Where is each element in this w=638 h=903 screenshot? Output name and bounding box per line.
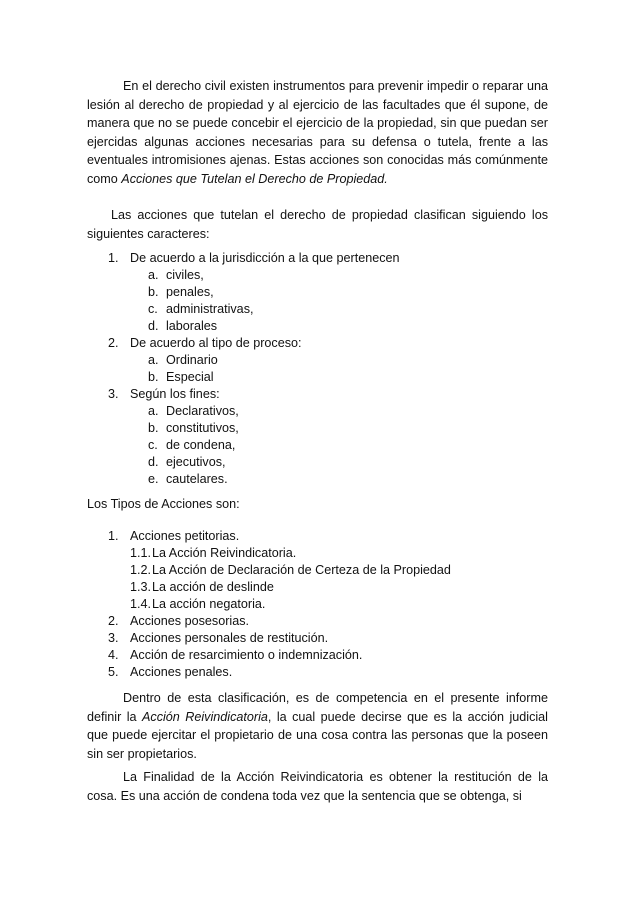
types-item: 1. Acciones petitorias. (108, 529, 240, 543)
classification-subitem: d. ejecutivos, (148, 455, 226, 469)
types-heading: Los Tipos de Acciones son: (87, 497, 240, 511)
classification-subitem: d. laborales (148, 319, 218, 333)
classification-subitem: a. civiles, (148, 268, 204, 282)
classification-subitem: c. administrativas, (148, 302, 254, 316)
classification-item: 1. De acuerdo a la jurisdicción a la que pertenecen (108, 251, 400, 265)
types-subitem: 1.2.La Acción de Declaración de Certeza de la Propiedad (130, 563, 451, 577)
types-subitem: 1.1.La Acción Reivindicatoria. (130, 546, 297, 560)
types-subitem: 1.3.La acción de deslinde (130, 580, 274, 594)
classification-subitem: b. Especial (148, 370, 214, 384)
types-item: 5. Acciones penales. (108, 665, 233, 679)
classification-subitem: b. constitutivos, (148, 421, 239, 435)
classification-subitem: b. penales, (148, 285, 214, 299)
types-subitem: 1.4.La acción negatoria. (130, 597, 266, 611)
classification-item: 3. Según los fines: (108, 387, 220, 401)
classification-subitem: c. de condena, (148, 438, 236, 452)
intro-text: En el derecho civil existen instrumentos para prevenir impedir o reparar una lesión al derecho de propiedad y al ejercicio de las facultades que él supone, de manera que no se puede concebir el ejercicio de la propiedad, sin que puedan ser ejercidas algunas acciones necesarias para su defensa o tutela, frente a las eventuales intromisiones ajenas. Estas acciones son conocidas más comúnmente como (87, 79, 548, 186)
purpose-paragraph: La Finalidad de la Acción Reivindicatoria es obtener la restitución de la cosa. Es una acción de condena toda vez que la sentencia que se obtenga, si (87, 770, 548, 803)
intro-paragraph (87, 77, 548, 188)
types-item: 2. Acciones posesorias. (108, 614, 250, 628)
definition-italic-term: Acción Reivindicatoria (142, 709, 268, 724)
types-item: 3. Acciones personales de restitución. (108, 631, 329, 645)
definition-paragraph: Dentro de esta clasificación, es de competencia en el presente informe definir la Acción Reivindicatoria, la cual puede decirse que es la acción judicial que puede ejercitar el propietario de una cosa contra las personas que la poseen sin ser propietarios. (87, 691, 548, 761)
types-item: 4. Acción de resarcimiento o indemnización. (108, 648, 363, 662)
classification-subitem: a. Ordinario (148, 353, 218, 367)
classification-subitem: a. Declarativos, (148, 404, 239, 418)
classification-item: 2. De acuerdo al tipo de proceso: (108, 336, 302, 350)
classification-subitem: e. cautelares. (148, 472, 228, 486)
classification-paragraph: Las acciones que tutelan el derecho de propiedad clasifican siguiendo los siguientes caracteres: (87, 208, 548, 241)
intro-italic-term: Acciones que Tutelan el Derecho de Propiedad. (121, 171, 388, 186)
